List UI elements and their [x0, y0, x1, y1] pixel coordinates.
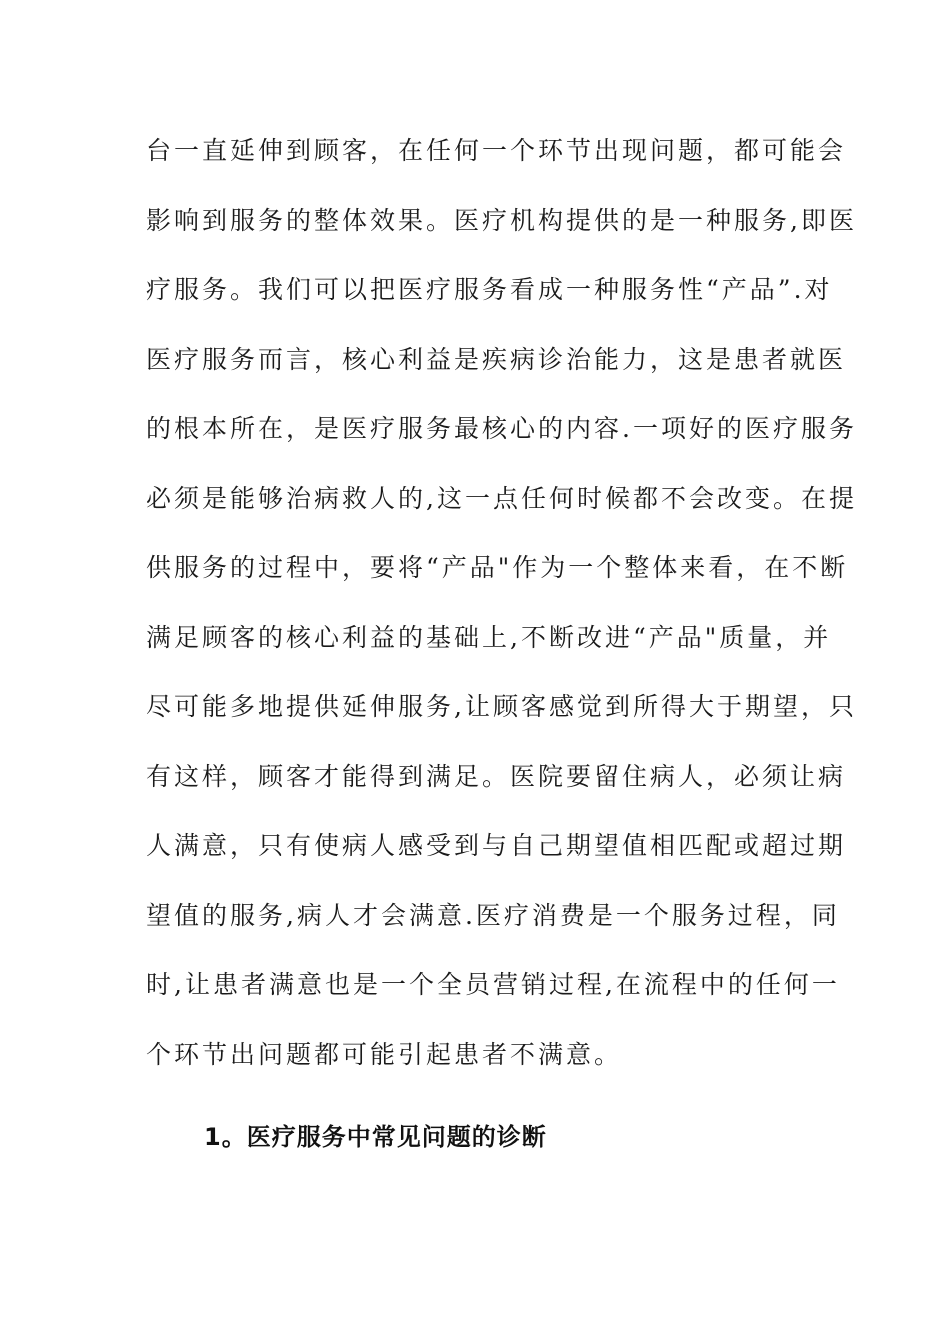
paragraph-line-2: 影响到服务的整体效果。医疗机构提供的是一种服务,即医: [146, 205, 857, 235]
body-paragraph: [146, 126, 857, 1099]
paragraph-line-1: 台一直延伸到顾客，在任何一个环节出现问题，都可能会: [146, 136, 847, 165]
paragraph-line-9: 尽可能多地提供延伸服务,让顾客感觉到所得大于期望，只: [146, 692, 857, 721]
section-heading: 1。医疗服务中常见问题的诊断: [204, 1123, 547, 1151]
paragraph-line-4: 医疗服务而言，核心利益是疾病诊治能力，这是患者就医: [146, 344, 847, 374]
paragraph-line-13: 时,让患者满意也是一个全员营销过程,在流程中的任何一: [146, 970, 840, 999]
paragraph-line-3: 疗服务。我们可以把医疗服务看成一种服务性“产品”.对: [146, 275, 833, 304]
paragraph-line-6: 必须是能够治病救人的,这一点任何时候都不会改变。在提: [146, 483, 857, 513]
paragraph-line-11: 人满意，只有使病人感受到与自己期望值相匹配或超过期: [146, 831, 847, 860]
paragraph-line-10: 有这样，顾客才能得到满足。医院要留住病人，必须让病: [146, 761, 847, 791]
paragraph-line-5: 的根本所在，是医疗服务最核心的内容.一项好的医疗服务: [146, 414, 857, 443]
paragraph-line-7: 供服务的过程中，要将“产品"作为一个整体来看，在不断: [146, 553, 849, 582]
paragraph-line-14: 个环节出问题都可能引起患者不满意。: [146, 1039, 623, 1069]
paragraph-line-12: 望值的服务,病人才会满意.医疗消费是一个服务过程，同: [146, 900, 840, 930]
paragraph-line-8: 满足顾客的核心利益的基础上,不断改进“产品"质量，并: [146, 622, 832, 652]
